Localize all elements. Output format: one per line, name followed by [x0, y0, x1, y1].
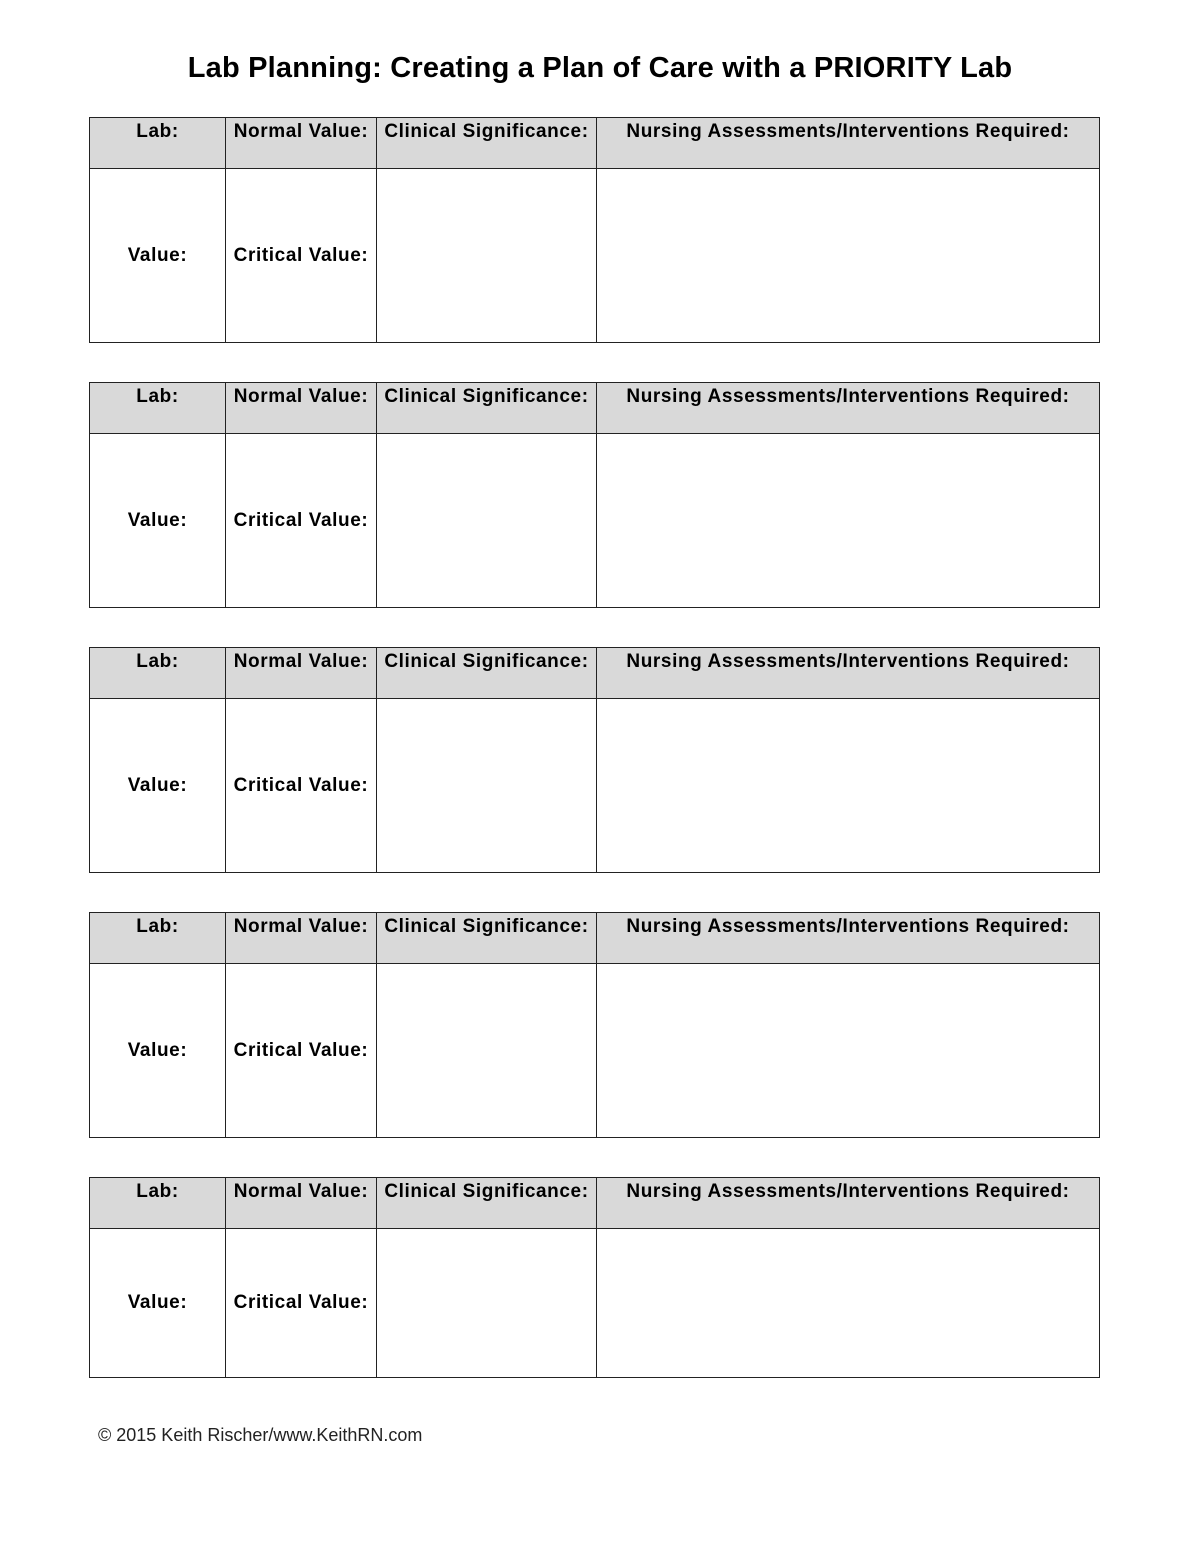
clinical-significance-cell[interactable]	[377, 699, 597, 873]
value-cell[interactable]: Value:	[90, 1229, 226, 1378]
nursing-cell[interactable]	[597, 1229, 1100, 1378]
value-cell[interactable]: Value:	[90, 434, 226, 608]
table-body-row	[90, 169, 1100, 343]
page-title: Lab Planning: Creating a Plan of Care with a PRIORITY Lab	[187, 52, 1013, 84]
table-body-row	[90, 1229, 1100, 1378]
clinical-significance-cell[interactable]	[377, 434, 597, 608]
critical-value-cell[interactable]: Critical Value:	[226, 169, 377, 343]
nursing-cell[interactable]	[597, 699, 1100, 873]
table-body-row	[90, 699, 1100, 873]
nursing-header: Nursing Assessments/Interventions Required:	[597, 118, 1100, 169]
nursing-cell[interactable]	[597, 434, 1100, 608]
critical-value-cell[interactable]: Critical Value:	[226, 434, 377, 608]
nursing-cell[interactable]	[597, 169, 1100, 343]
value-cell[interactable]: Value:	[90, 964, 226, 1138]
clinical-significance-header: Clinical Significance:	[377, 913, 597, 964]
nursing-header: Nursing Assessments/Interventions Required:	[597, 1178, 1100, 1229]
clinical-significance-header: Clinical Significance:	[377, 118, 597, 169]
critical-value-cell[interactable]: Critical Value:	[226, 964, 377, 1138]
normal-value-header: Normal Value:	[226, 648, 377, 699]
nursing-header: Nursing Assessments/Interventions Required:	[597, 383, 1100, 434]
normal-value-header: Normal Value:	[226, 1178, 377, 1229]
critical-value-cell[interactable]: Critical Value:	[226, 699, 377, 873]
lab-table	[89, 117, 1100, 343]
table-header-row	[90, 1178, 1100, 1229]
copyright-footer: © 2015 Keith Rischer/www.KeithRN.com	[98, 1425, 423, 1445]
lab-header: Lab:	[90, 648, 226, 699]
clinical-significance-cell[interactable]	[377, 169, 597, 343]
nursing-header: Nursing Assessments/Interventions Required:	[597, 648, 1100, 699]
normal-value-header: Normal Value:	[226, 383, 377, 434]
critical-value-cell[interactable]: Critical Value:	[226, 1229, 377, 1378]
nursing-header: Nursing Assessments/Interventions Required:	[597, 913, 1100, 964]
table-header-row	[90, 648, 1100, 699]
normal-value-header: Normal Value:	[226, 118, 377, 169]
table-header-row	[90, 383, 1100, 434]
normal-value-header: Normal Value:	[226, 913, 377, 964]
nursing-cell[interactable]	[597, 964, 1100, 1138]
lab-table	[89, 647, 1100, 873]
lab-table	[89, 1177, 1100, 1378]
clinical-significance-header: Clinical Significance:	[377, 1178, 597, 1229]
clinical-significance-header: Clinical Significance:	[377, 648, 597, 699]
value-cell[interactable]: Value:	[90, 699, 226, 873]
clinical-significance-cell[interactable]	[377, 1229, 597, 1378]
lab-header: Lab:	[90, 913, 226, 964]
table-header-row	[90, 118, 1100, 169]
lab-header: Lab:	[90, 383, 226, 434]
clinical-significance-cell[interactable]	[377, 964, 597, 1138]
clinical-significance-header: Clinical Significance:	[377, 383, 597, 434]
table-body-row	[90, 964, 1100, 1138]
lab-table	[89, 382, 1100, 608]
value-cell[interactable]: Value:	[90, 169, 226, 343]
table-header-row	[90, 913, 1100, 964]
lab-table	[89, 912, 1100, 1138]
table-body-row	[90, 434, 1100, 608]
lab-header: Lab:	[90, 1178, 226, 1229]
lab-header: Lab:	[90, 118, 226, 169]
